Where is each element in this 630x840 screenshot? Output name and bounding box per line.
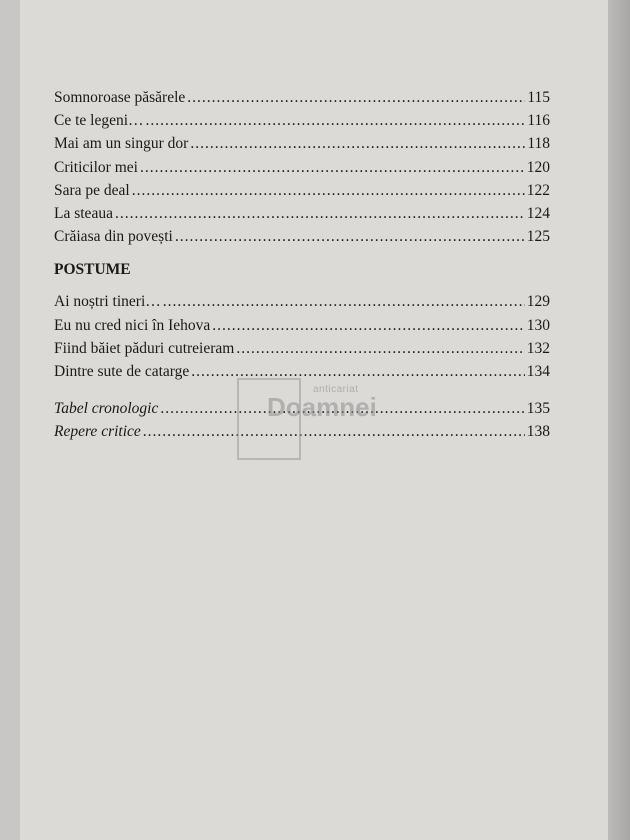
toc-entry-page: 129	[526, 293, 550, 311]
toc-entry	[54, 225, 550, 248]
toc-entry-page: 135	[526, 400, 550, 418]
toc-leader-dots	[146, 109, 526, 132]
toc-entry-page: 132	[526, 339, 550, 357]
toc-entry	[54, 290, 550, 313]
toc-entry-title: Tabel cronologic	[54, 400, 159, 418]
toc-entry	[54, 132, 550, 155]
toc-entry-page: 115	[527, 89, 550, 106]
toc-leader-dots	[163, 290, 525, 313]
watermark-small-text: anticariat	[313, 384, 359, 395]
toc-entry	[54, 337, 550, 360]
watermark-logo-text: Doamnei	[267, 392, 377, 422]
toc-entry-title: Ai noștri tineri…	[54, 293, 161, 311]
toc-entry	[54, 86, 550, 109]
toc-entry	[54, 202, 550, 225]
toc-entry-page: 138	[526, 423, 550, 441]
toc-entry	[54, 179, 550, 202]
toc-entry-page: 118	[527, 135, 550, 153]
toc-entry-title: Dintre sute de catarge	[54, 362, 190, 380]
toc-entry	[54, 109, 550, 132]
toc-entry-page: 134	[526, 362, 550, 380]
toc-group-poems	[54, 86, 550, 248]
toc-leader-dots	[190, 132, 525, 155]
toc-leader-dots	[175, 225, 525, 248]
watermark	[237, 378, 437, 458]
toc-entry-title: Ce te legeni…	[54, 112, 144, 130]
toc-leader-dots	[115, 202, 525, 225]
toc-entry-page: 130	[526, 316, 550, 334]
toc-entry-page: 120	[526, 158, 550, 176]
toc-entry-page: 122	[526, 181, 550, 199]
toc-entry-title: La steaua	[54, 204, 113, 222]
toc-entry-title: Eu nu cred nici în Iehova	[54, 316, 211, 334]
toc-entry-title: Repere critice	[54, 423, 141, 441]
page-edge	[608, 0, 630, 840]
toc-leader-dots	[212, 314, 525, 337]
toc-entry-title: Criticilor mei	[54, 158, 138, 176]
toc-leader-dots	[236, 337, 524, 360]
toc-entry-title: Somnoroase păsărele	[54, 89, 186, 106]
toc-entry-title: Sara pe deal	[54, 181, 130, 199]
toc-entry-title: Crăiasa din povești	[54, 228, 173, 246]
toc-entry-title: Fiind băiet păduri cutreieram	[54, 339, 235, 357]
toc-entry-page: 124	[526, 204, 550, 222]
toc-entry	[54, 156, 550, 179]
toc-entry-page: 125	[526, 228, 550, 246]
toc-leader-dots	[187, 86, 525, 109]
toc-leader-dots	[132, 179, 525, 202]
toc-entry-title: Mai am un singur dor	[54, 135, 189, 153]
toc-entry-page: 116	[527, 112, 550, 130]
toc-leader-dots	[140, 156, 525, 179]
section-heading: POSTUME	[54, 261, 131, 279]
toc-group-postume	[54, 290, 550, 383]
toc-entry	[54, 314, 550, 337]
